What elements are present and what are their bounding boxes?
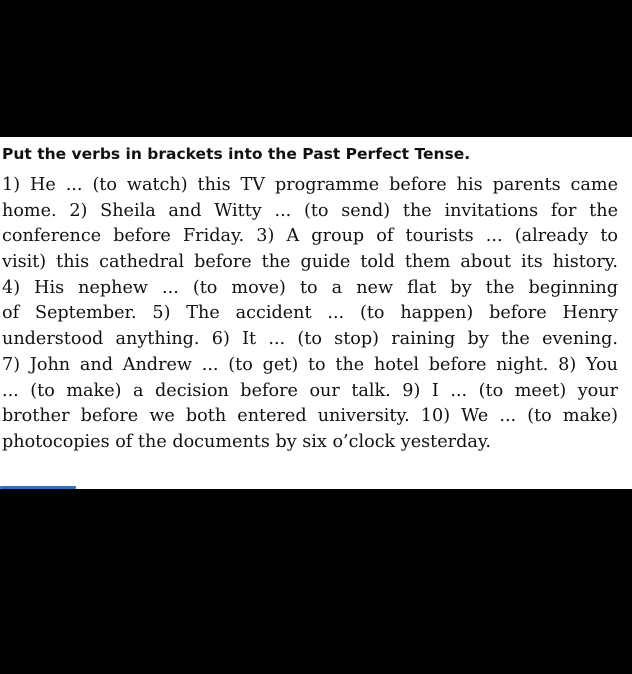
text-line-11: photocopies of the documents by six o’clock yesterday. [2,431,492,452]
accent-bar [0,486,76,489]
text-line-1: 1) He ... (to watch) this TV programme before his parents came [2,175,618,195]
text-line-9: ... (to make) a decision before our talk. 9) I ... (to meet) your [2,380,618,401]
text-line-3: conference before Friday. 3) A group of tourists ... (already to [2,226,618,247]
text-line-5: 4) His nephew ... (to move) to a new flat by the beginning [2,277,618,298]
textbook-page [0,137,632,489]
exercise-text [2,173,618,456]
text-line-8: 7) John and Andrew ... (to get) to the hotel before night. 8) You [2,354,618,375]
text-line-2: home. 2) Sheila and Witty ... (to send) the invitations for the [2,200,618,221]
text-line-6: of September. 5) The accident ... (to happen) before Henry [2,303,618,324]
text-line-10: brother before we both entered university. 10) We ... (to make) [2,406,618,427]
exercise-heading: Put the verbs in brackets into the Past Perfect Tense. [2,145,471,163]
text-line-7: understood anything. 6) It ... (to stop) raining by the evening. [2,329,618,350]
text-line-4: visit) this cathedral before the guide told them about its history. [2,252,618,273]
